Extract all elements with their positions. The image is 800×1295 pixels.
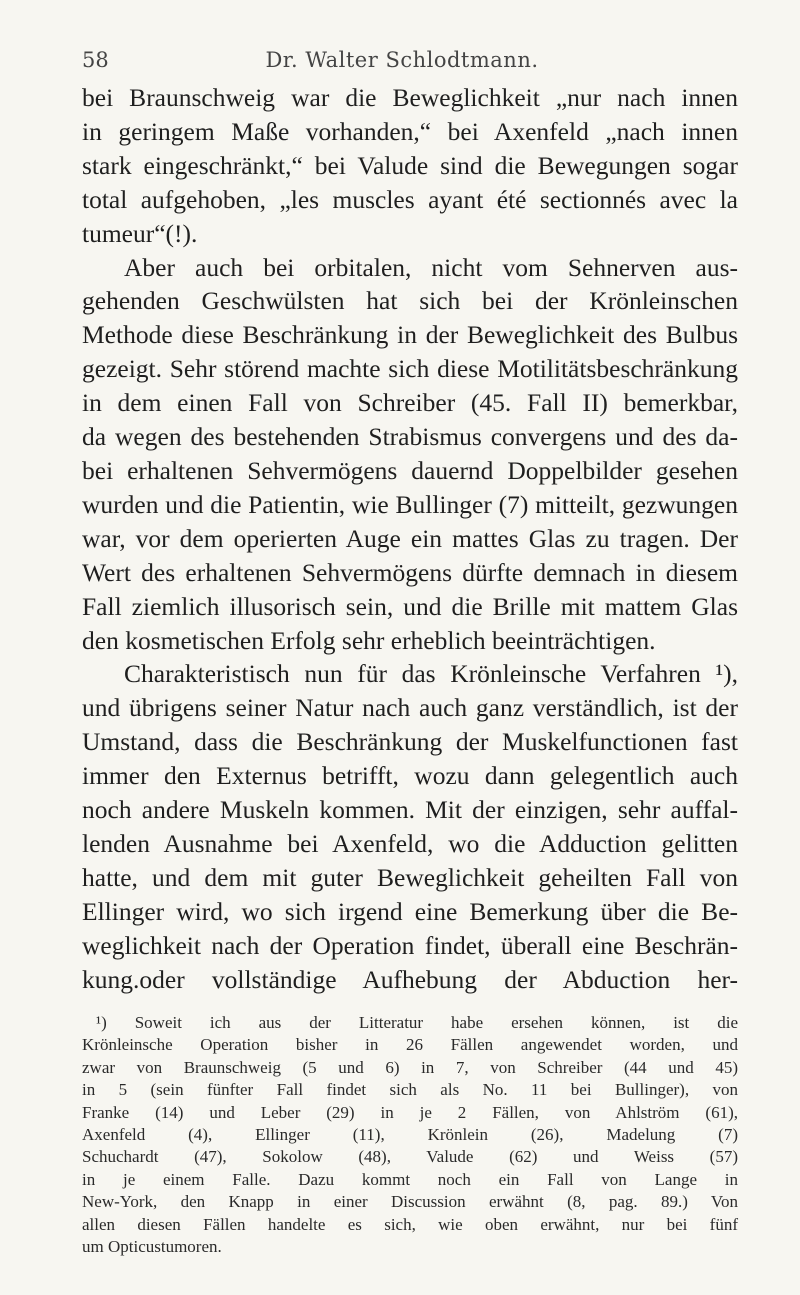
body-line: Charakteristisch nun für das Krönleinsche Verfahren ¹), xyxy=(124,659,738,689)
body-line: war, vor dem operierten Auge ein mattes Glas zu tragen. Der xyxy=(82,523,738,553)
body-line: Fall ziemlich illusorisch sein, und die Brille mit mattem Glas xyxy=(82,591,738,621)
body-line: Ellinger wird, wo sich irgend eine Bemerkung über die Be- xyxy=(82,896,738,926)
body-line: Aber auch bei orbitalen, nicht vom Sehnerven aus- xyxy=(124,252,738,282)
footnote-line: um Opticustumoren. xyxy=(82,1237,222,1257)
body-line: tumeur“(!). xyxy=(82,218,198,248)
footnote-line: Schuchardt (47), Sokolow (48), Valude (62) und Weiss (57) xyxy=(82,1147,738,1167)
footnote-line: in je einem Falle. Dazu kommt noch ein Fall von Lange in xyxy=(82,1169,738,1189)
body-line: Methode diese Beschränkung in der Beweglichkeit des Bulbus xyxy=(82,320,738,350)
body-line: noch andere Muskeln kommen. Mit der einzigen, sehr auffal- xyxy=(82,795,738,825)
body-line: und übrigens seiner Natur nach auch ganz verständlich, ist der xyxy=(82,693,738,723)
body-line: immer den Externus betrifft, wozu dann gelegentlich auch xyxy=(82,761,738,791)
body-text xyxy=(82,81,738,996)
body-line: lenden Ausnahme bei Axenfeld, wo die Adduction gelitten xyxy=(82,828,738,858)
footnote-line: in 5 (sein fünfter Fall findet sich als No. 11 bei Bullinger), von xyxy=(82,1080,738,1100)
body-line: gehenden Geschwülsten hat sich bei der Krönleinschen xyxy=(82,286,738,316)
body-line: stark eingeschränkt,“ bei Valude sind die Bewegungen sogar xyxy=(82,150,738,180)
body-line: Wert des erhaltenen Sehvermögens dürfte demnach in diesem xyxy=(82,557,738,587)
body-line: den kosmetischen Erfolg sehr erheblich beeinträchtigen. xyxy=(82,625,656,655)
body-line: hatte, und dem mit guter Beweglichkeit geheilten Fall von xyxy=(82,862,738,892)
body-line: Umstand, dass die Beschränkung der Muskelfunctionen fast xyxy=(82,727,738,757)
footnote-line: zwar von Braunschweig (5 und 6) in 7, von Schreiber (44 und 45) xyxy=(82,1057,738,1077)
footnotes xyxy=(82,1012,738,1258)
footnote-line: Axenfeld (4), Ellinger (11), Krönlein (26), Madelung (7) xyxy=(82,1125,738,1145)
running-head: Dr. Walter Schlodtmann. xyxy=(265,48,539,72)
body-line: gezeigt. Sehr störend machte sich diese Motilitätsbeschränkung xyxy=(82,354,738,384)
footnote-line: Franke (14) und Leber (29) in je 2 Fällen, von Ahlström (61), xyxy=(82,1102,738,1122)
body-line: da wegen des bestehenden Strabismus convergens und des da- xyxy=(82,422,738,452)
footnote-line: New-York, den Knapp in einer Discussion erwähnt (8, pag. 89.) Von xyxy=(82,1192,738,1212)
body-line: bei erhaltenen Sehvermögens dauernd Doppelbilder gesehen xyxy=(82,455,738,485)
page-header xyxy=(82,20,722,72)
body-line: kung.oder vollständige Aufhebung der Abduction her- xyxy=(82,964,738,994)
body-line: wurden und die Patientin, wie Bullinger (7) mitteilt, gezwungen xyxy=(82,489,738,519)
body-line: in geringem Maße vorhanden,“ bei Axenfeld „nach innen xyxy=(82,116,738,146)
footnote-line: ¹) Soweit ich aus der Litteratur habe ersehen können, ist die xyxy=(96,1013,738,1032)
footnote-line: Krönleinsche Operation bisher in 26 Fällen angewendet worden, und xyxy=(82,1035,738,1055)
page-number: 58 xyxy=(82,48,109,72)
body-line: bei Braunschweig war die Beweglichkeit „nur nach innen xyxy=(82,83,738,112)
body-line: in dem einen Fall von Schreiber (45. Fall II) bemerkbar, xyxy=(82,388,738,418)
body-line: weglichkeit nach der Operation findet, überall eine Beschrän- xyxy=(82,930,738,960)
body-line: total aufgehoben, „les muscles ayant été sectionnés avec la xyxy=(82,184,738,214)
footnote-line: allen diesen Fällen handelte es sich, wie oben erwähnt, nur bei fünf xyxy=(82,1214,738,1234)
